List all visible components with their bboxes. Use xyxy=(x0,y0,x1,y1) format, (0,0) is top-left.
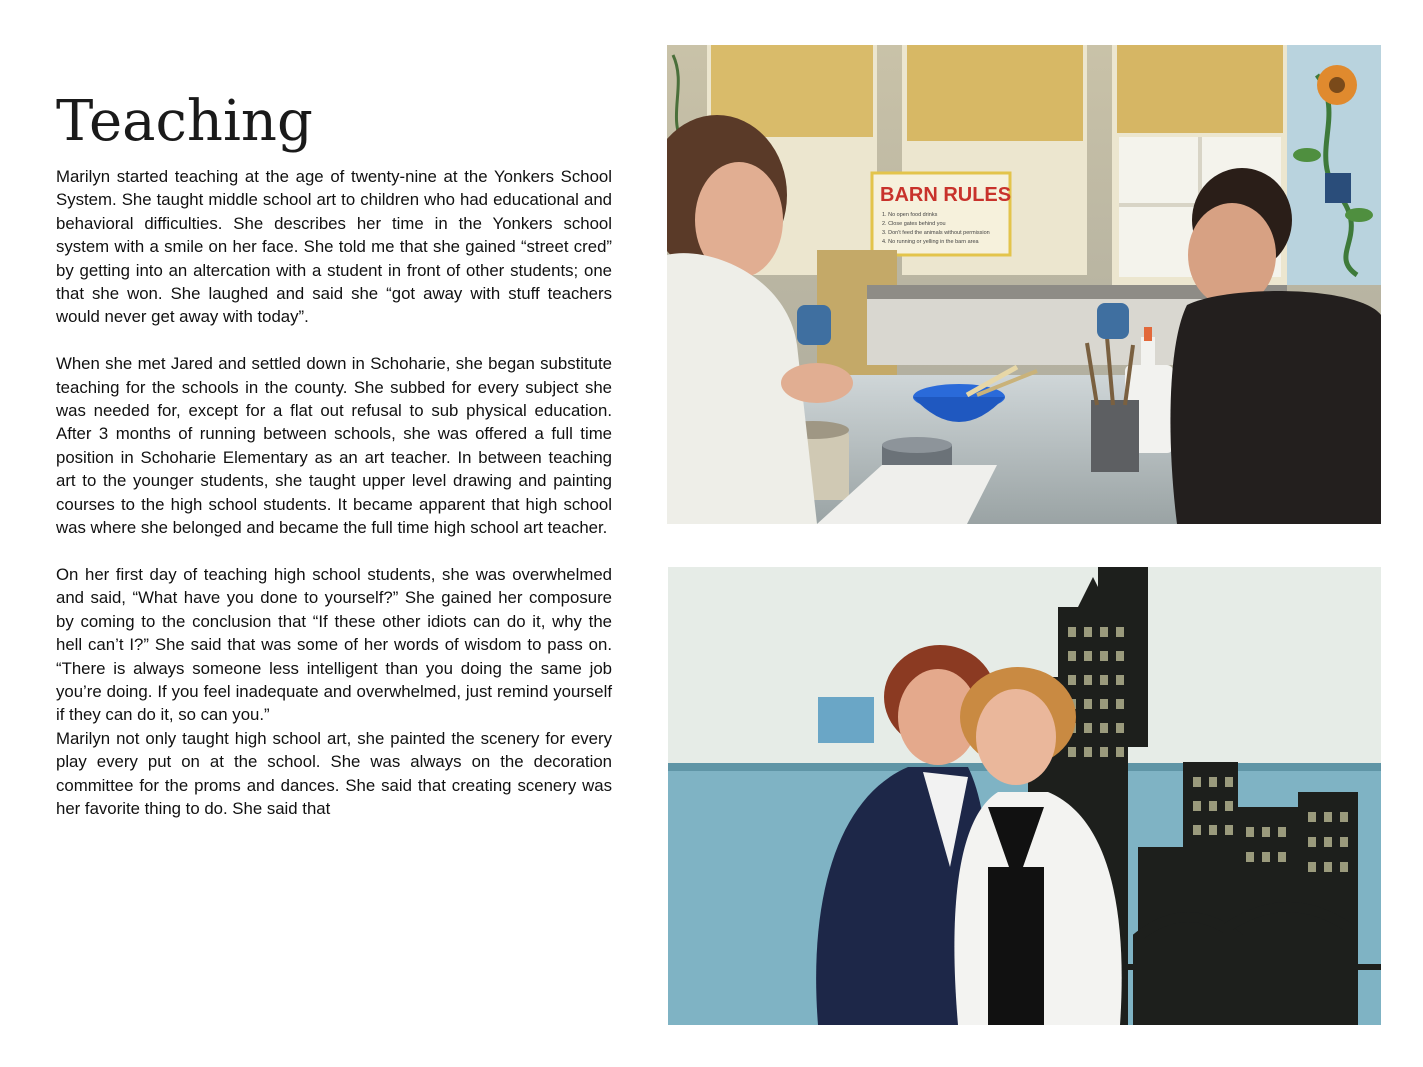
barn-rules-sign xyxy=(872,173,1011,255)
paragraph-yonkers: Marilyn started teaching at the age of twenty-nine at the Yonkers School System. She taught middle school art to children who had educational and behavioral difficulties. She describes her time in the Yonkers school system with a smile on her face. She told me that she gained “street cred” by getting into an altercation with a student in front of other students; one that she won. She laughed and said she “got away with stuff teachers would never get away with today”. xyxy=(56,167,612,327)
paragraph-schoharie: When she met Jared and settled down in Schoharie, she began substitute teaching for the schools in the county. She subbed for every subject she was needed for, except for a flat out refusal to sub physical education. After 3 months of running between schools, she was offered a full time position in Schoharie Elementary as an art teacher. In between teaching art to the younger students, she taught upper level drawing and painting courses to the high school students. It became apparent that high school was where she belonged and became the full time high school art teacher. xyxy=(56,354,612,538)
paragraph-first-day: On her first day of teaching high school students, she was overwhelmed and said, “What have you done to yourself?” She gained her composure by coming to the conclusion that “If these other idiots can do it, why the hell can’t I?” She said that was some of her words of wisdom to pass on. “There is always someone less intelligent than you doing the same job you’re doing. If you feel inadequate and overwhelmed, just remind yourself if they can do it, so can you.” xyxy=(56,564,612,725)
sign-title: BARN RULES xyxy=(880,184,1012,206)
sign-line: 1. No open food drinks xyxy=(882,212,938,218)
skyline-scenery-photo xyxy=(668,567,1381,1025)
sign-line: 2. Close gates behind you xyxy=(882,221,946,227)
sign-line: 4. No running or yelling in the barn area xyxy=(882,239,979,245)
page-title: Teaching xyxy=(56,89,313,154)
classroom-photo xyxy=(667,45,1381,524)
paragraph-scenery: Marilyn not only taught high school art, she painted the scenery for every play every put on at the school. She was always on the decoration committee for the proms and dances. She said that creating scenery was her favorite thing to do. She said that xyxy=(56,728,612,818)
sign-line: 3. Don't feed the animals without permission xyxy=(882,230,990,236)
article-body xyxy=(56,165,612,820)
